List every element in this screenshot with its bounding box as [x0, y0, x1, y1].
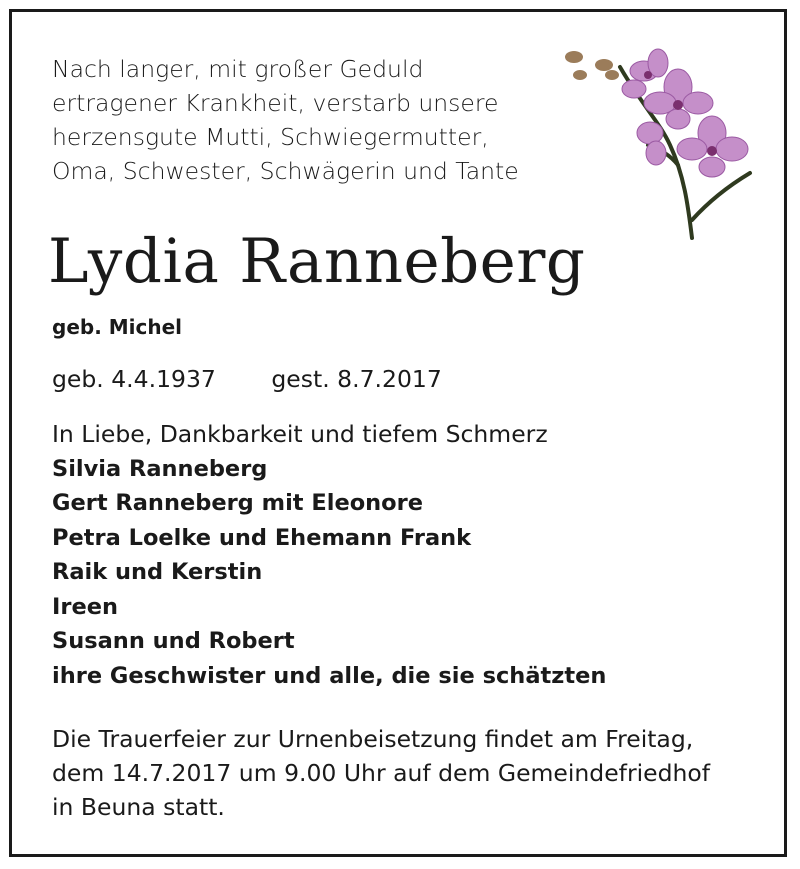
mourner-name: Gert Ranneberg mit Eleonore — [52, 490, 423, 516]
mourners-lead: In Liebe, Dankbarkeit und tiefem Schmerz — [52, 420, 548, 448]
intro-line: ertragener Krankheit, verstarb unsere — [52, 89, 499, 117]
maiden-name: geb. Michel — [52, 315, 183, 339]
life-dates — [52, 362, 442, 396]
intro-line: Oma, Schwester, Schwägerin und Tante — [52, 157, 519, 185]
birth-date: geb. 4.4.1937 — [52, 365, 216, 393]
intro-line: Nach langer, mit großer Geduld — [52, 55, 424, 83]
orchid-icon — [560, 45, 760, 245]
mourner-name: ihre Geschwister und alle, die sie schätzten — [52, 662, 607, 689]
mourner-name: Raik und Kerstin — [52, 559, 263, 585]
mourner-name: Susann und Robert — [52, 628, 295, 654]
mourner-name: Petra Loelke und Ehemann Frank — [52, 524, 472, 551]
service-line: in Beuna statt. — [52, 793, 225, 821]
mourners-block — [52, 417, 606, 693]
service-info — [52, 722, 710, 824]
intro-text — [52, 52, 519, 188]
mourner-name: Ireen — [52, 593, 119, 620]
service-line: dem 14.7.2017 um 9.00 Uhr auf dem Gemeindefriedhof — [52, 759, 711, 787]
service-line: Die Trauerfeier zur Urnenbeisetzung findet am Freitag, — [52, 725, 694, 753]
intro-line: herzensgute Mutti, Schwiegermutter, — [52, 123, 489, 151]
deceased-name: Lydia Ranneberg — [48, 226, 586, 297]
mourner-name: Silvia Ranneberg — [52, 455, 268, 482]
death-date: gest. 8.7.2017 — [271, 365, 442, 393]
